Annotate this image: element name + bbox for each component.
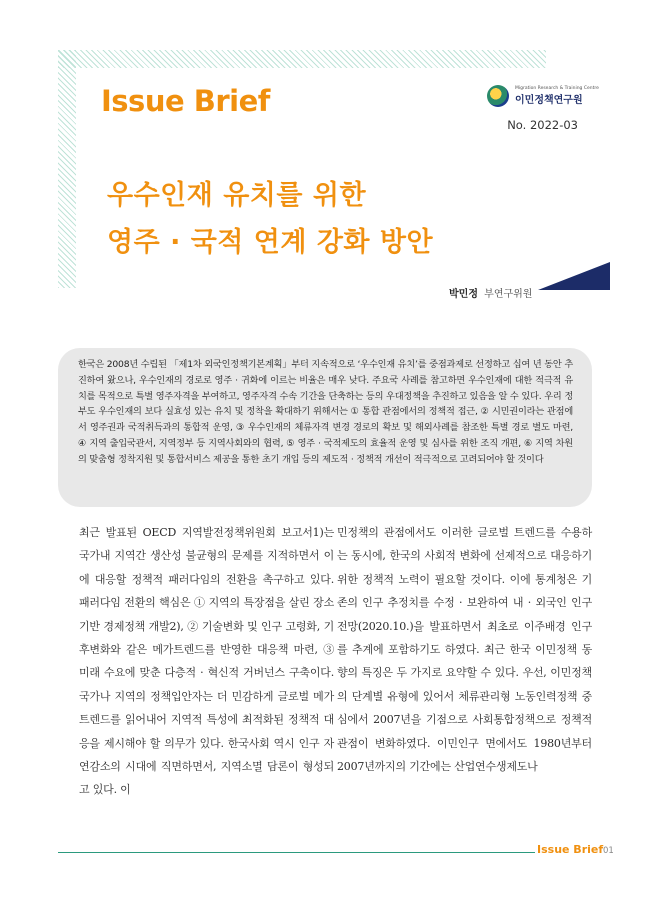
body-column-left: 최근 발표된 OECD 지역발전정책위원회 보고서1)는 국가내 지역간 생산성 불균형의 문제를 지적하면서 이에 대응할 정책적 패러다임의 전환을 촉구하고 있다. 패러다임 전환의 핵심은 ① 지역의 특장점을 살린 장소기반 경제정책 개발2), ② 기술변화 및 인구 고령화, 기후변화와 같은 메가트렌드를 반영한 대응책 마련, ③ 미래 수요에 맞춘 다층적 · 혁신적 거버넌스 구축이다. 국가나 지역의 정책입안자는 더 민감하게 글로벌 메가트렌드를 읽어내어 지역적 특성에 최적화된 정책적 대응을 제시해야 할 의무가 있다. 한국사회 역시 인구 자연감소의 시대에 직면하면서, 지역소멸 담론이 형성되고 있다. 이	[79, 526, 334, 797]
document-title-line-1: 우수인재 유치를 위한	[107, 180, 367, 211]
body-column-right: 민정책의 관점에서도 이러한 글로벌 트렌드를 수용하는 동시에, 한국의 사회적 변화에 선제적으로 대응하기 위한 정책적 노력이 필요할 것이다. 이에 통계청은 기존의 인구 추정치를 수정 · 보완하여 내 · 외국인 인구전망(2020.10.)을 발표하면서 최초로 이주배경 인구를 추계에 포함하기도 하였다. 최근 한국 이민정책 동향의 특징은 두 가지로 요약할 수 있다. 우선, 이민정책의 단계별 유형에 있어서 체류관리형 노동인력정책 중심에서 2007년을 기점으로 사회통합정책으로 정책적 관점이 변화하였다. 이민인구 면에서도 1980년부터 2007년까지의 기간에는 산업연수생제도나	[337, 526, 592, 774]
page-number: 01	[603, 846, 614, 856]
author-role: 부연구위원	[484, 289, 533, 300]
author-byline	[449, 285, 532, 300]
author-name: 박민정	[449, 289, 478, 300]
header-pattern-left	[58, 50, 76, 288]
footer-divider	[58, 852, 535, 853]
institute-logo	[487, 85, 599, 107]
issue-number: No. 2022-03	[507, 118, 578, 132]
logo-korean-name: 이민정책연구원	[515, 95, 583, 106]
logo-emblem-icon	[487, 85, 509, 107]
document-title-line-2: 영주 · 국적 연계 강화 방안	[107, 227, 434, 258]
title-corner-accent	[538, 262, 610, 290]
header-pattern-top	[58, 50, 546, 68]
summary-box	[58, 348, 592, 507]
footer-brand: Issue Brief	[537, 843, 604, 856]
summary-text: 한국은 2008년 수립된 「제1차 외국인정책기본계획」부터 지속적으로 ‘우수인재 유치’를 중점과제로 선정하고 십여 년 동안 추진하여 왔으나, 우수인재의 경로로 영주 · 귀화에 이르는 비율은 매우 낮다. 주요국 사례를 참고하면 우수인재에 대한 적극적 유치를 목적으로 특별 영주자격을 부여하고, 영주자격 수속 기간을 단축하는 등의 우대정책을 추진하고 있음을 알 수 있다. 우리 정부도 우수인재의 보다 실효성 있는 유치 및 정착을 확대하기 위해서는 ① 통합 관점에서의 정책적 접근, ② 시민권이라는 관점에서 영주권과 국적취득과의 통합적 운영, ③ 우수인재의 체류자격 변경 경로의 확보 및 해외사례를 참조한 특별 경로 별도 마련, ④ 지역 출입국관서, 지역정부 등 지역사회와의 협력, ⑤ 영주 · 국적제도의 효율적 운영 및 심사를 위한 조직 개편, ⑥ 지역 차원의 맞춤형 정착지원 및 통합서비스 제공을 통한 초기 개입 등의 제도적 · 정책적 개선이 적극적으로 고려되어야 할 것이다	[78, 359, 573, 465]
brief-brand-title: Issue Brief	[101, 84, 270, 118]
logo-english-name: Migration Research & Training Centre	[515, 86, 599, 91]
